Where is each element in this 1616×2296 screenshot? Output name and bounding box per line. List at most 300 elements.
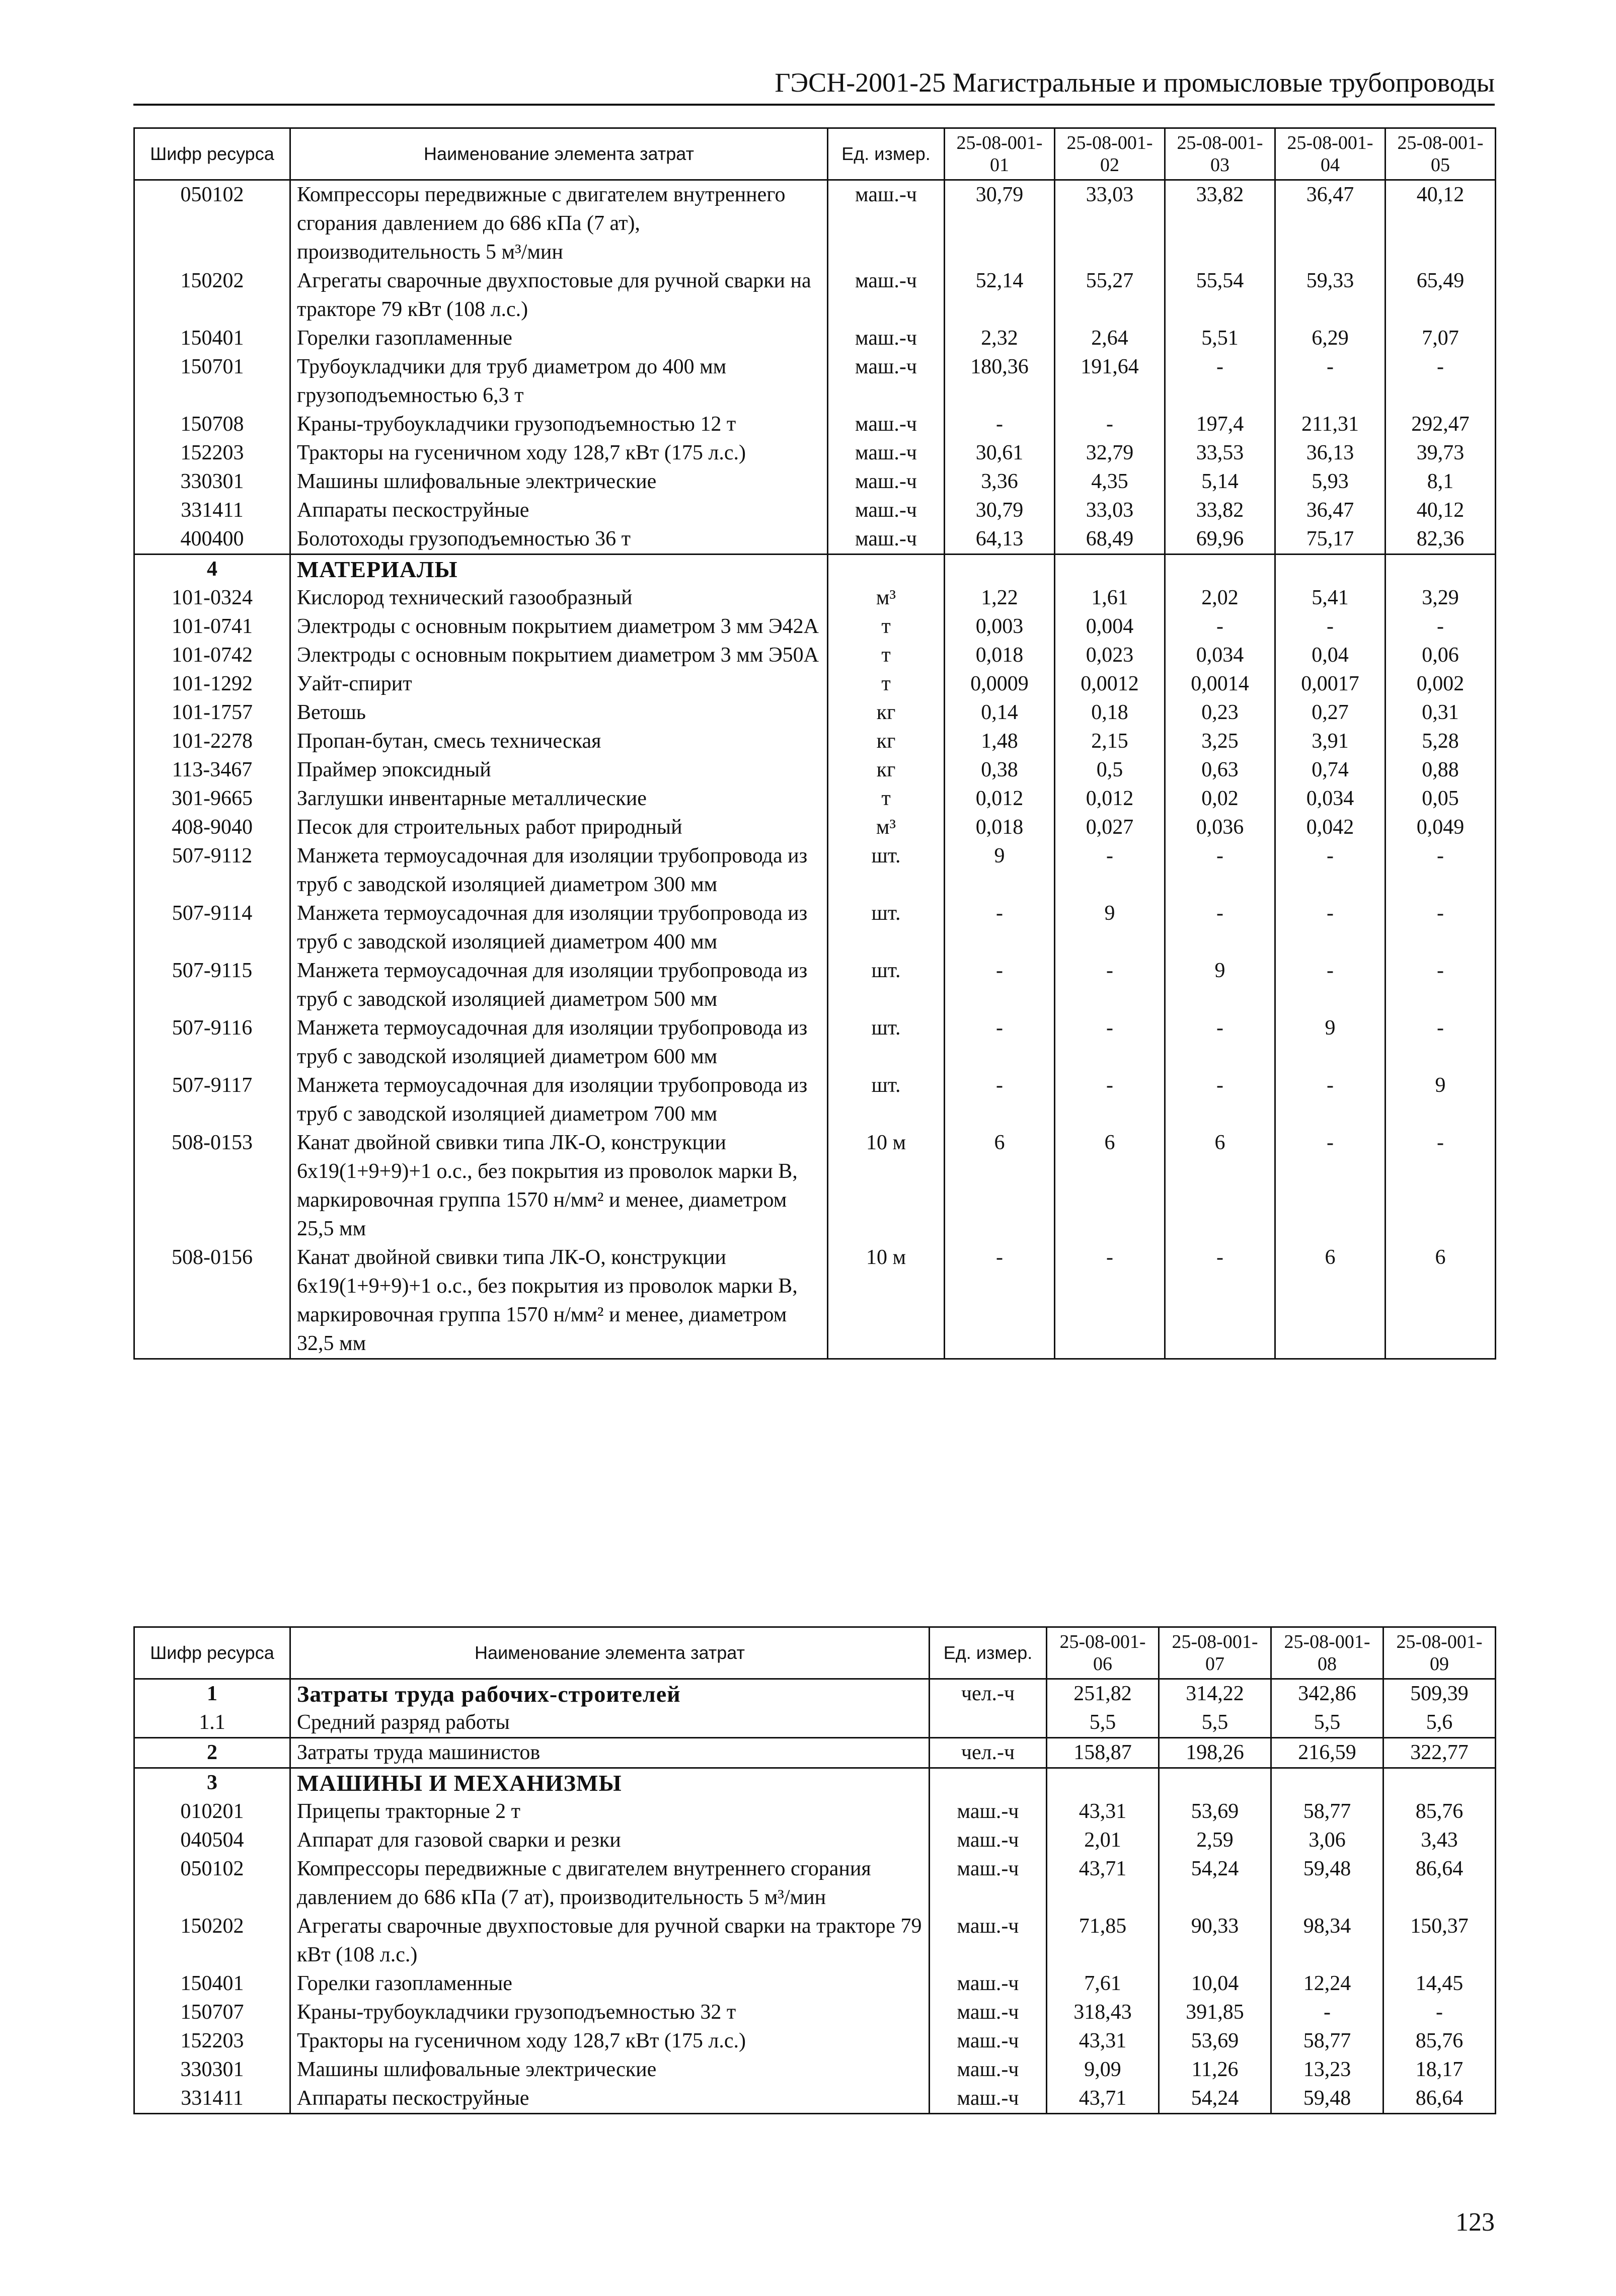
value-cell — [1165, 555, 1275, 584]
value-cell: 0,63 — [1165, 756, 1275, 784]
resource-name-cell: Прицепы тракторные 2 т — [290, 1797, 930, 1826]
table2-body — [134, 1679, 1496, 2114]
table-row — [134, 1071, 1496, 1129]
table-row — [134, 1998, 1496, 2027]
value-cell: 0,74 — [1275, 756, 1386, 784]
column-header: 25-08-001-04 — [1275, 128, 1386, 180]
value-cell: 3,43 — [1383, 1826, 1496, 1855]
value-cell: 40,12 — [1386, 180, 1496, 267]
resource-name-cell: Тракторы на гусеничном ходу 128,7 кВт (175 л.с.) — [290, 2027, 930, 2055]
table-row — [134, 1969, 1496, 1998]
resource-code-cell: 150202 — [134, 1912, 290, 1969]
table-row — [134, 612, 1496, 641]
resource-name-cell: Электроды с основным покрытием диаметром 3 мм Э50А — [290, 641, 828, 670]
value-cell: - — [1386, 842, 1496, 899]
unit-cell: маш.-ч — [930, 1826, 1047, 1855]
value-cell: 9 — [1055, 899, 1165, 957]
value-cell: 58,77 — [1271, 1797, 1383, 1826]
value-cell: 150,37 — [1383, 1912, 1496, 1969]
table-row — [134, 784, 1496, 813]
resource-code-cell: 101-2278 — [134, 727, 290, 756]
value-cell: 43,71 — [1047, 1855, 1159, 1912]
value-cell — [1275, 555, 1386, 584]
unit-cell: маш.-ч — [828, 525, 945, 555]
column-header: 25-08-001-09 — [1383, 1627, 1496, 1679]
table-row — [134, 727, 1496, 756]
value-cell — [1159, 1768, 1271, 1798]
value-cell: 2,01 — [1047, 1826, 1159, 1855]
value-cell: - — [945, 1243, 1055, 1359]
resource-name-cell: Компрессоры передвижные с двигателем внутреннего сгорания давлением до 686 кПа (7 ат), производительность 5 м³/мин — [290, 1855, 930, 1912]
value-cell — [1386, 555, 1496, 584]
unit-cell: м³ — [828, 584, 945, 612]
value-cell: 33,82 — [1165, 180, 1275, 267]
resource-name-cell: Песок для строительных работ природный — [290, 813, 828, 842]
value-cell: 2,32 — [945, 324, 1055, 353]
column-header: 25-08-001-08 — [1271, 1627, 1383, 1679]
resource-code-cell: 507-9117 — [134, 1071, 290, 1129]
unit-cell: т — [828, 670, 945, 698]
value-cell: 0,06 — [1386, 641, 1496, 670]
value-cell: 10,04 — [1159, 1969, 1271, 1998]
value-cell: - — [1275, 612, 1386, 641]
value-cell: - — [1055, 1243, 1165, 1359]
table-row — [134, 1129, 1496, 1243]
table-row — [134, 439, 1496, 467]
section-row — [134, 1768, 1496, 1798]
table1-body — [134, 180, 1496, 1359]
unit-cell: маш.-ч — [930, 1855, 1047, 1912]
resource-name-cell: Канат двойной свивки типа ЛК-О, конструкции 6x19(1+9+9)+1 о.с., без покрытия из проволок марки В, маркировочная группа 1570 н/мм² и менее, диаметром 32,5 мм — [290, 1243, 828, 1359]
value-cell: 14,45 — [1383, 1969, 1496, 1998]
value-cell: 0,018 — [945, 641, 1055, 670]
value-cell: 55,27 — [1055, 267, 1165, 324]
value-cell: 5,28 — [1386, 727, 1496, 756]
resource-name-cell: Затраты труда рабочих-строителей — [290, 1679, 930, 1709]
resource-code-cell: 331411 — [134, 2084, 290, 2114]
value-cell: 69,96 — [1165, 525, 1275, 555]
resource-name-cell: Машины шлифовальные электрические — [290, 2055, 930, 2084]
value-cell: - — [1055, 842, 1165, 899]
resource-table-2 — [133, 1626, 1496, 2114]
value-cell: 53,69 — [1159, 2027, 1271, 2055]
resource-name-cell: Аппарат для газовой сварки и резки — [290, 1826, 930, 1855]
resource-code-cell: 050102 — [134, 1855, 290, 1912]
value-cell: 0,02 — [1165, 784, 1275, 813]
value-cell: 0,04 — [1275, 641, 1386, 670]
unit-cell: маш.-ч — [930, 1912, 1047, 1969]
unit-cell — [930, 1708, 1047, 1738]
resource-code-cell: 400400 — [134, 525, 290, 555]
resource-code-cell: 113-3467 — [134, 756, 290, 784]
resource-code-cell: 150707 — [134, 1998, 290, 2027]
value-cell: 0,31 — [1386, 698, 1496, 727]
unit-cell: маш.-ч — [930, 1969, 1047, 1998]
resource-code-cell: 508-0153 — [134, 1129, 290, 1243]
value-cell: 0,023 — [1055, 641, 1165, 670]
value-cell: - — [1275, 1129, 1386, 1243]
value-cell: 85,76 — [1383, 2027, 1496, 2055]
value-cell: 3,91 — [1275, 727, 1386, 756]
table-row — [134, 1243, 1496, 1359]
value-cell: 0,036 — [1165, 813, 1275, 842]
value-cell: - — [1055, 410, 1165, 439]
value-cell: 5,14 — [1165, 467, 1275, 496]
value-cell: - — [1055, 1014, 1165, 1071]
unit-cell: маш.-ч — [828, 324, 945, 353]
value-cell: 33,03 — [1055, 496, 1165, 525]
value-cell: 30,79 — [945, 180, 1055, 267]
resource-name-cell: Трубоукладчики для труб диаметром до 400 мм грузоподъемностью 6,3 т — [290, 353, 828, 410]
resource-code-cell: 408-9040 — [134, 813, 290, 842]
value-cell: 59,48 — [1271, 1855, 1383, 1912]
resource-name-cell: Манжета термоусадочная для изоляции трубопровода из труб с заводской изоляцией диаметром 300 мм — [290, 842, 828, 899]
resource-code-cell: 330301 — [134, 467, 290, 496]
resource-code-cell: 101-0324 — [134, 584, 290, 612]
value-cell: 5,5 — [1159, 1708, 1271, 1738]
value-cell: 5,51 — [1165, 324, 1275, 353]
value-cell: - — [1165, 1014, 1275, 1071]
value-cell: 55,54 — [1165, 267, 1275, 324]
value-cell: 52,14 — [945, 267, 1055, 324]
value-cell: 18,17 — [1383, 2055, 1496, 2084]
value-cell — [1047, 1768, 1159, 1798]
page-header-title: ГЭСН-2001-25 Магистральные и промысловые трубопроводы — [775, 67, 1495, 98]
value-cell: - — [1275, 957, 1386, 1014]
unit-cell: шт. — [828, 899, 945, 957]
resource-name-cell: Аппараты пескоструйные — [290, 496, 828, 525]
resource-code-cell: 150401 — [134, 324, 290, 353]
value-cell: - — [1275, 353, 1386, 410]
column-header: Ед. измер. — [930, 1627, 1047, 1679]
resource-code-cell: 040504 — [134, 1826, 290, 1855]
value-cell: 322,77 — [1383, 1738, 1496, 1768]
value-cell: 36,47 — [1275, 496, 1386, 525]
value-cell: - — [1386, 1014, 1496, 1071]
value-cell: 3,06 — [1271, 1826, 1383, 1855]
value-cell: 0,049 — [1386, 813, 1496, 842]
value-cell: 314,22 — [1159, 1679, 1271, 1709]
value-cell: - — [1386, 612, 1496, 641]
value-cell: 0,034 — [1165, 641, 1275, 670]
table-row — [134, 698, 1496, 727]
value-cell: 3,29 — [1386, 584, 1496, 612]
column-header: Шифр ресурса — [134, 1627, 290, 1679]
value-cell: - — [945, 1071, 1055, 1129]
column-header: Наименование элемента затрат — [290, 1627, 930, 1679]
value-cell: - — [1055, 1071, 1165, 1129]
value-cell: 6 — [1275, 1243, 1386, 1359]
resource-code-cell: 3 — [134, 1768, 290, 1798]
value-cell: 64,13 — [945, 525, 1055, 555]
value-cell: 90,33 — [1159, 1912, 1271, 1969]
value-cell: 3,25 — [1165, 727, 1275, 756]
resource-name-cell: МАШИНЫ И МЕХАНИЗМЫ — [290, 1768, 930, 1798]
table-row — [134, 813, 1496, 842]
value-cell: 2,02 — [1165, 584, 1275, 612]
resource-code-cell: 010201 — [134, 1797, 290, 1826]
value-cell — [945, 555, 1055, 584]
value-cell: 197,4 — [1165, 410, 1275, 439]
unit-cell: маш.-ч — [828, 180, 945, 267]
column-header: Ед. измер. — [828, 128, 945, 180]
value-cell: 9,09 — [1047, 2055, 1159, 2084]
unit-cell: т — [828, 641, 945, 670]
unit-cell: маш.-ч — [930, 1998, 1047, 2027]
value-cell: 33,03 — [1055, 180, 1165, 267]
unit-cell: 10 м — [828, 1243, 945, 1359]
table-row — [134, 496, 1496, 525]
resource-name-cell: Праймер эпоксидный — [290, 756, 828, 784]
unit-cell: т — [828, 612, 945, 641]
unit-cell: шт. — [828, 1071, 945, 1129]
resource-name-cell: Кислород технический газообразный — [290, 584, 828, 612]
column-header: 25-08-001-03 — [1165, 128, 1275, 180]
value-cell: 0,23 — [1165, 698, 1275, 727]
resource-code-cell: 4 — [134, 555, 290, 584]
resource-code-cell: 101-0741 — [134, 612, 290, 641]
value-cell: 198,26 — [1159, 1738, 1271, 1768]
value-cell: 59,48 — [1271, 2084, 1383, 2114]
value-cell: 0,27 — [1275, 698, 1386, 727]
value-cell: 391,85 — [1159, 1998, 1271, 2027]
section-row — [134, 555, 1496, 584]
value-cell: - — [1275, 899, 1386, 957]
value-cell: 0,034 — [1275, 784, 1386, 813]
unit-cell: кг — [828, 756, 945, 784]
table-row — [134, 525, 1496, 555]
table-row — [134, 1855, 1496, 1912]
value-cell: 2,59 — [1159, 1826, 1271, 1855]
value-cell: 43,31 — [1047, 1797, 1159, 1826]
table-row — [134, 410, 1496, 439]
resource-code-cell: 152203 — [134, 2027, 290, 2055]
value-cell: 32,79 — [1055, 439, 1165, 467]
column-header: Шифр ресурса — [134, 128, 290, 180]
unit-cell: маш.-ч — [930, 2084, 1047, 2114]
table-row — [134, 2084, 1496, 2114]
value-cell: 30,61 — [945, 439, 1055, 467]
value-cell: - — [1165, 899, 1275, 957]
table-row — [134, 842, 1496, 899]
value-cell: - — [1386, 899, 1496, 957]
value-cell: 33,53 — [1165, 439, 1275, 467]
resource-name-cell: Манжета термоусадочная для изоляции трубопровода из труб с заводской изоляцией диаметром 500 мм — [290, 957, 828, 1014]
value-cell: 5,5 — [1271, 1708, 1383, 1738]
resource-name-cell: Манжета термоусадочная для изоляции трубопровода из труб с заводской изоляцией диаметром 600 мм — [290, 1014, 828, 1071]
column-header: 25-08-001-07 — [1159, 1627, 1271, 1679]
resource-code-cell: 101-1757 — [134, 698, 290, 727]
value-cell: - — [1386, 353, 1496, 410]
value-cell: - — [1275, 1071, 1386, 1129]
resource-name-cell: Горелки газопламенные — [290, 324, 828, 353]
value-cell: 33,82 — [1165, 496, 1275, 525]
value-cell: 216,59 — [1271, 1738, 1383, 1768]
value-cell: - — [1383, 1998, 1496, 2027]
value-cell: - — [1386, 1129, 1496, 1243]
value-cell: 0,38 — [945, 756, 1055, 784]
resource-code-cell: 301-9665 — [134, 784, 290, 813]
value-cell: 0,027 — [1055, 813, 1165, 842]
column-header: 25-08-001-06 — [1047, 1627, 1159, 1679]
table-row — [134, 180, 1496, 267]
value-cell: 4,35 — [1055, 467, 1165, 496]
unit-cell: маш.-ч — [828, 410, 945, 439]
resource-name-cell: Аппараты пескоструйные — [290, 2084, 930, 2114]
value-cell: 180,36 — [945, 353, 1055, 410]
resource-name-cell: Средний разряд работы — [290, 1708, 930, 1738]
table-row — [134, 2027, 1496, 2055]
value-cell: 0,14 — [945, 698, 1055, 727]
resource-name-cell: Болотоходы грузоподъемностью 36 т — [290, 525, 828, 555]
value-cell: 0,018 — [945, 813, 1055, 842]
value-cell: 36,13 — [1275, 439, 1386, 467]
value-cell: - — [1165, 1243, 1275, 1359]
value-cell: 0,0017 — [1275, 670, 1386, 698]
table-row — [134, 1738, 1496, 1768]
resource-name-cell: Краны-трубоукладчики грузоподъемностью 12 т — [290, 410, 828, 439]
unit-cell: т — [828, 784, 945, 813]
value-cell: 75,17 — [1275, 525, 1386, 555]
value-cell: 211,31 — [1275, 410, 1386, 439]
resource-code-cell: 150708 — [134, 410, 290, 439]
resource-name-cell: Пропан-бутан, смесь техническая — [290, 727, 828, 756]
table-row — [134, 1912, 1496, 1969]
value-cell: 0,002 — [1386, 670, 1496, 698]
value-cell: - — [945, 410, 1055, 439]
unit-cell — [930, 1768, 1047, 1798]
resource-name-cell: Заглушки инвентарные металлические — [290, 784, 828, 813]
column-header: 25-08-001-01 — [945, 128, 1055, 180]
unit-cell: маш.-ч — [930, 1797, 1047, 1826]
value-cell: 6 — [1055, 1129, 1165, 1243]
resource-code-cell: 152203 — [134, 439, 290, 467]
resource-code-cell: 507-9115 — [134, 957, 290, 1014]
value-cell: 9 — [1386, 1071, 1496, 1129]
resource-name-cell: Краны-трубоукладчики грузоподъемностью 32 т — [290, 1998, 930, 2027]
resource-name-cell: Уайт-спирит — [290, 670, 828, 698]
resource-code-cell: 331411 — [134, 496, 290, 525]
unit-cell: чел.-ч — [930, 1738, 1047, 1768]
value-cell: 191,64 — [1055, 353, 1165, 410]
value-cell: 36,47 — [1275, 180, 1386, 267]
resource-code-cell: 2 — [134, 1738, 290, 1768]
resource-code-cell: 508-0156 — [134, 1243, 290, 1359]
table-row — [134, 584, 1496, 612]
value-cell: 68,49 — [1055, 525, 1165, 555]
value-cell: 0,05 — [1386, 784, 1496, 813]
table-row — [134, 957, 1496, 1014]
value-cell: - — [1165, 842, 1275, 899]
value-cell: 54,24 — [1159, 2084, 1271, 2114]
unit-cell: шт. — [828, 842, 945, 899]
value-cell: 0,5 — [1055, 756, 1165, 784]
unit-cell: маш.-ч — [828, 353, 945, 410]
resource-name-cell: Горелки газопламенные — [290, 1969, 930, 1998]
resource-name-cell: Затраты труда машинистов — [290, 1738, 930, 1768]
value-cell: 2,15 — [1055, 727, 1165, 756]
value-cell: 13,23 — [1271, 2055, 1383, 2084]
unit-cell: м³ — [828, 813, 945, 842]
table-row — [134, 1826, 1496, 1855]
value-cell: - — [1386, 957, 1496, 1014]
value-cell: 58,77 — [1271, 2027, 1383, 2055]
value-cell: 1,61 — [1055, 584, 1165, 612]
table1-header-row — [134, 128, 1496, 180]
resource-name-cell: Агрегаты сварочные двухпостовые для ручной сварки на тракторе 79 кВт (108 л.с.) — [290, 267, 828, 324]
page-number: 123 — [1455, 2208, 1495, 2237]
resource-name-cell: Манжета термоусадочная для изоляции трубопровода из труб с заводской изоляцией диаметром 400 мм — [290, 899, 828, 957]
resource-code-cell: 330301 — [134, 2055, 290, 2084]
resource-code-cell: 507-9112 — [134, 842, 290, 899]
value-cell: 251,82 — [1047, 1679, 1159, 1709]
resource-name-cell: Ветошь — [290, 698, 828, 727]
unit-cell: маш.-ч — [828, 496, 945, 525]
value-cell — [1055, 555, 1165, 584]
value-cell: 43,71 — [1047, 2084, 1159, 2114]
value-cell: 9 — [945, 842, 1055, 899]
header-rule — [133, 104, 1495, 106]
value-cell: - — [1055, 957, 1165, 1014]
value-cell: 11,26 — [1159, 2055, 1271, 2084]
resource-code-cell: 101-1292 — [134, 670, 290, 698]
value-cell: 40,12 — [1386, 496, 1496, 525]
resource-name-cell: Тракторы на гусеничном ходу 128,7 кВт (175 л.с.) — [290, 439, 828, 467]
resource-name-cell: Электроды с основным покрытием диаметром 3 мм Э42А — [290, 612, 828, 641]
value-cell: 6 — [1165, 1129, 1275, 1243]
unit-cell: кг — [828, 727, 945, 756]
resource-code-cell: 150202 — [134, 267, 290, 324]
value-cell: 3,36 — [945, 467, 1055, 496]
table-row — [134, 2055, 1496, 2084]
table-row — [134, 670, 1496, 698]
value-cell: - — [945, 899, 1055, 957]
value-cell: 9 — [1275, 1014, 1386, 1071]
value-cell: 0,0009 — [945, 670, 1055, 698]
value-cell: 5,41 — [1275, 584, 1386, 612]
value-cell: 158,87 — [1047, 1738, 1159, 1768]
value-cell: - — [1165, 1071, 1275, 1129]
unit-cell: маш.-ч — [828, 467, 945, 496]
value-cell: 1,48 — [945, 727, 1055, 756]
table-row — [134, 467, 1496, 496]
value-cell: 65,49 — [1386, 267, 1496, 324]
value-cell: 0,18 — [1055, 698, 1165, 727]
value-cell: 59,33 — [1275, 267, 1386, 324]
value-cell: 0,0012 — [1055, 670, 1165, 698]
value-cell: 53,69 — [1159, 1797, 1271, 1826]
value-cell: - — [945, 957, 1055, 1014]
value-cell: 2,64 — [1055, 324, 1165, 353]
unit-cell: 10 м — [828, 1129, 945, 1243]
table-row — [134, 1708, 1496, 1738]
value-cell: 43,31 — [1047, 2027, 1159, 2055]
table-row — [134, 641, 1496, 670]
value-cell: 82,36 — [1386, 525, 1496, 555]
value-cell: 12,24 — [1271, 1969, 1383, 1998]
value-cell: 85,76 — [1383, 1797, 1496, 1826]
column-header: Наименование элемента затрат — [290, 128, 828, 180]
resource-name-cell: Канат двойной свивки типа ЛК-О, конструкции 6x19(1+9+9)+1 о.с., без покрытия из проволок марки В, маркировочная группа 1570 н/мм² и менее, диаметром 25,5 мм — [290, 1129, 828, 1243]
resource-code-cell: 050102 — [134, 180, 290, 267]
column-header: 25-08-001-05 — [1386, 128, 1496, 180]
resource-code-cell: 1.1 — [134, 1708, 290, 1738]
resource-code-cell: 101-0742 — [134, 641, 290, 670]
table-row — [134, 267, 1496, 324]
value-cell: 6,29 — [1275, 324, 1386, 353]
resource-name-cell: Машины шлифовальные электрические — [290, 467, 828, 496]
value-cell: 0,0014 — [1165, 670, 1275, 698]
